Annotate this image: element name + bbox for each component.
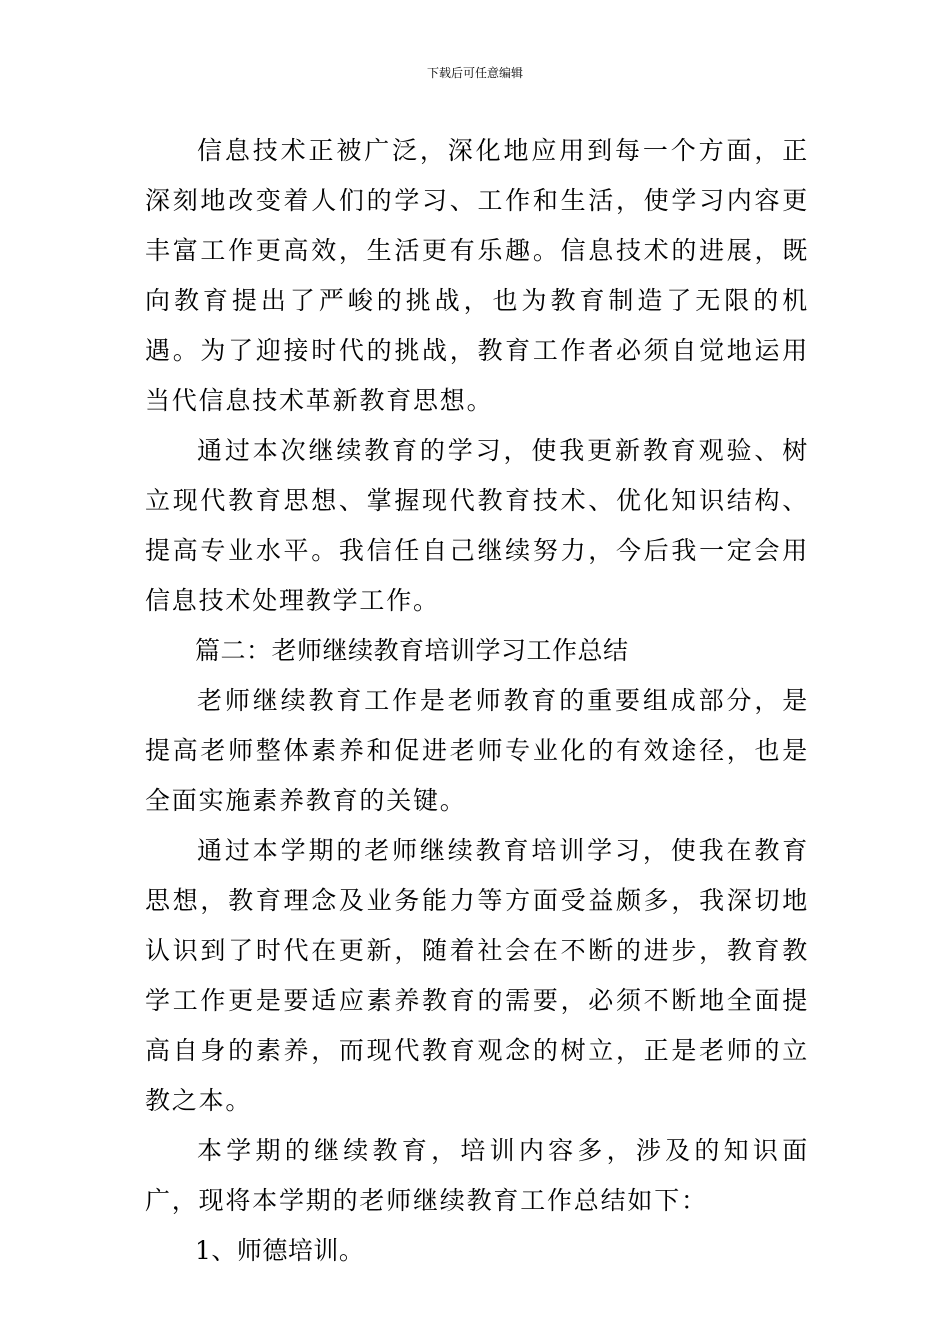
paragraph-teacher-education: 老师继续教育工作是老师教育的重要组成部分，是提高老师整体素养和促进老师专业化的有效途径，也是全面实施素养教育的关键。 [145, 686, 809, 815]
list-item-ethics-training: 1、师德培训。 [195, 1236, 365, 1265]
paragraph-summary-intro: 本学期的继续教育，培训内容多，涉及的知识面广，现将本学期的老师继续教育工作总结如下： [145, 1136, 809, 1215]
document-body [145, 126, 809, 1276]
paragraph-semester-training: 通过本学期的老师继续教育培训学习，使我在教育思想，教育理念及业务能力等方面受益颇多，我深切地认识到了时代在更新，随着社会在不断的进步，教育教学工作更是要适应素养教育的需要，必须不断地全面提高自身的素养，而现代教育观念的树立，正是老师的立教之本。 [145, 836, 809, 1115]
section-heading: 篇二：老师继续教育培训学习工作总结 [195, 636, 629, 665]
page-header: 下载后可任意编辑 [426, 66, 523, 80]
paragraph-continuing-study: 通过本次继续教育的学习，使我更新教育观验、树立现代教育思想、掌握现代教育技术、优化知识结构、提高专业水平。我信任自己继续努力，今后我一定会用信息技术处理教学工作。 [145, 436, 809, 615]
paragraph-info-tech: 信息技术正被广泛，深化地应用到每一个方面，正深刻地改变着人们的学习、工作和生活，使学习内容更丰富工作更高效，生活更有乐趣。信息技术的进展，既向教育提出了严峻的挑战，也为教育制造了无限的机遇。为了迎接时代的挑战，教育工作者必须自觉地运用当代信息技术革新教育思想。 [145, 136, 809, 415]
